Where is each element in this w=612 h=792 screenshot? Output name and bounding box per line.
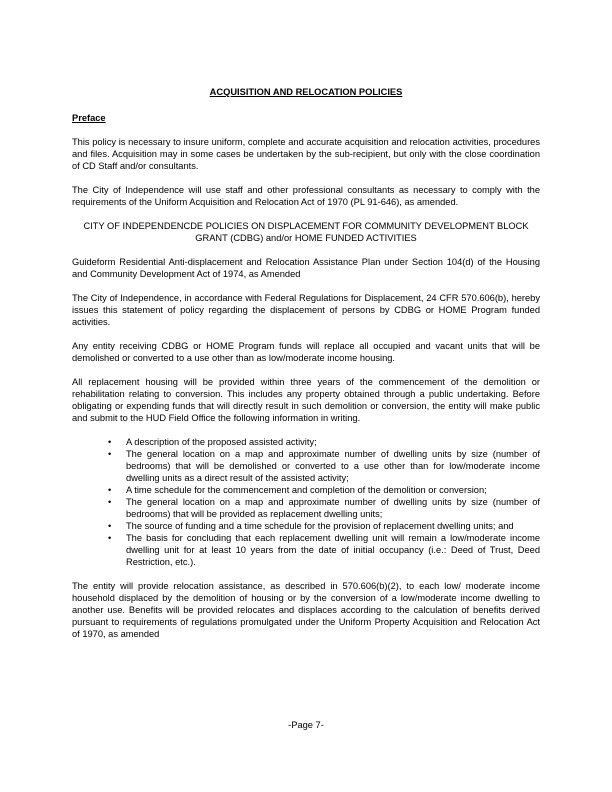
bullet-icon: • [108, 533, 112, 543]
document-body [72, 86, 540, 652]
list-item-text: The source of funding and a time schedule for the provision of replacement dwelling units; and [126, 521, 514, 531]
paragraph-relocation-assistance: The entity will provide relocation assistance, as described in 570.606(b)(2), to each low/ moderate income household displaced by the demolition of housing or by the conversion of a low/moderate income dwelling to another use. Benefits will be provided relocates and displaces according to the calculation of benefits derived pursuant to requirements of regulations promulgated under the Uniform Property Acquisition and Relocation Act of 1970, as amended [72, 581, 540, 639]
bullet-icon: • [108, 485, 112, 495]
list-item [108, 484, 540, 496]
list-item-text: The basis for concluding that each replacement dwelling unit will remain a low/moderate income dwelling unit for at least 10 years from the date of initial occupancy (i.e.: Deed of Trust, Deed Restriction, etc.). [126, 533, 540, 567]
list-item [108, 532, 540, 568]
preface-heading: Preface [72, 113, 106, 123]
requirements-list [72, 436, 540, 568]
paragraph-displacement-heading: CITY OF INDEPENDENCDE POLICIES ON DISPLACEMENT FOR COMMUNITY DEVELOPMENT BLOCK GRANT (CDBG) and/or HOME FUNDED ACTIVITIES [83, 221, 529, 243]
list-item [108, 448, 540, 484]
bullet-icon: • [108, 437, 112, 447]
list-item-text: The general location on a map and approximate number of dwelling units by size (number of bedrooms) that will be provided as replacement dwelling units; [126, 497, 540, 519]
paragraph-replacement-units: Any entity receiving CDBG or HOME Program funds will replace all occupied and vacant units that will be demolished or converted to a use other than as low/moderate income housing. [72, 341, 540, 363]
list-item-text: A description of the proposed assisted activity; [126, 437, 317, 447]
list-item-text: A time schedule for the commencement and completion of the demolition or conversion; [126, 485, 487, 495]
bullet-icon: • [108, 449, 112, 459]
list-item [108, 436, 540, 448]
document-title: ACQUISITION AND RELOCATION POLICIES [209, 87, 403, 97]
list-item [108, 520, 540, 532]
bullet-icon: • [108, 521, 112, 531]
list-item-text: The general location on a map and approximate number of dwelling units by size (number of bedrooms) that will be demolished or converted to a use other than for low/moderate income dwelling units as a direct result of the assisted activity; [126, 449, 540, 483]
page-number: -Page 7- [288, 720, 324, 730]
list-item [108, 496, 540, 520]
paragraph-guideform: Guideform Residential Anti-displacement and Relocation Assistance Plan under Section 104(d) of the Housing and Community Development Act of 1974, as Amended [72, 257, 540, 279]
paragraph-policy-statement: The City of Independence, in accordance with Federal Regulations for Displacement, 24 CFR 570.606(b), hereby issues this statement of policy regarding the displacement of persons by CDBG or HOME Program funded activities. [72, 293, 540, 327]
bullet-icon: • [108, 497, 112, 507]
paragraph-replacement-housing: All replacement housing will be provided within three years of the commencement of the demolition or rehabilitation relating to conversion. This includes any property obtained through a public undertaking. Before obligating or expending funds that will directly result in such demolition or conversion, the entity will make public and submit to the HUD Field Office the following information in writing. [72, 377, 540, 423]
paragraph-staff-consultants: The City of Independence will use staff and other professional consultants as necessary to comply with the requirements of the Uniform Acquisition and Relocation Act of 1970 (PL 91-646), as amended. [72, 185, 540, 207]
paragraph-policy-purpose: This policy is necessary to insure uniform, complete and accurate acquisition and relocation activities, procedures and files. Acquisition may in some cases be undertaken by the sub-recipient, but only with the close coordination of CD Staff and/or consultants. [72, 137, 540, 171]
